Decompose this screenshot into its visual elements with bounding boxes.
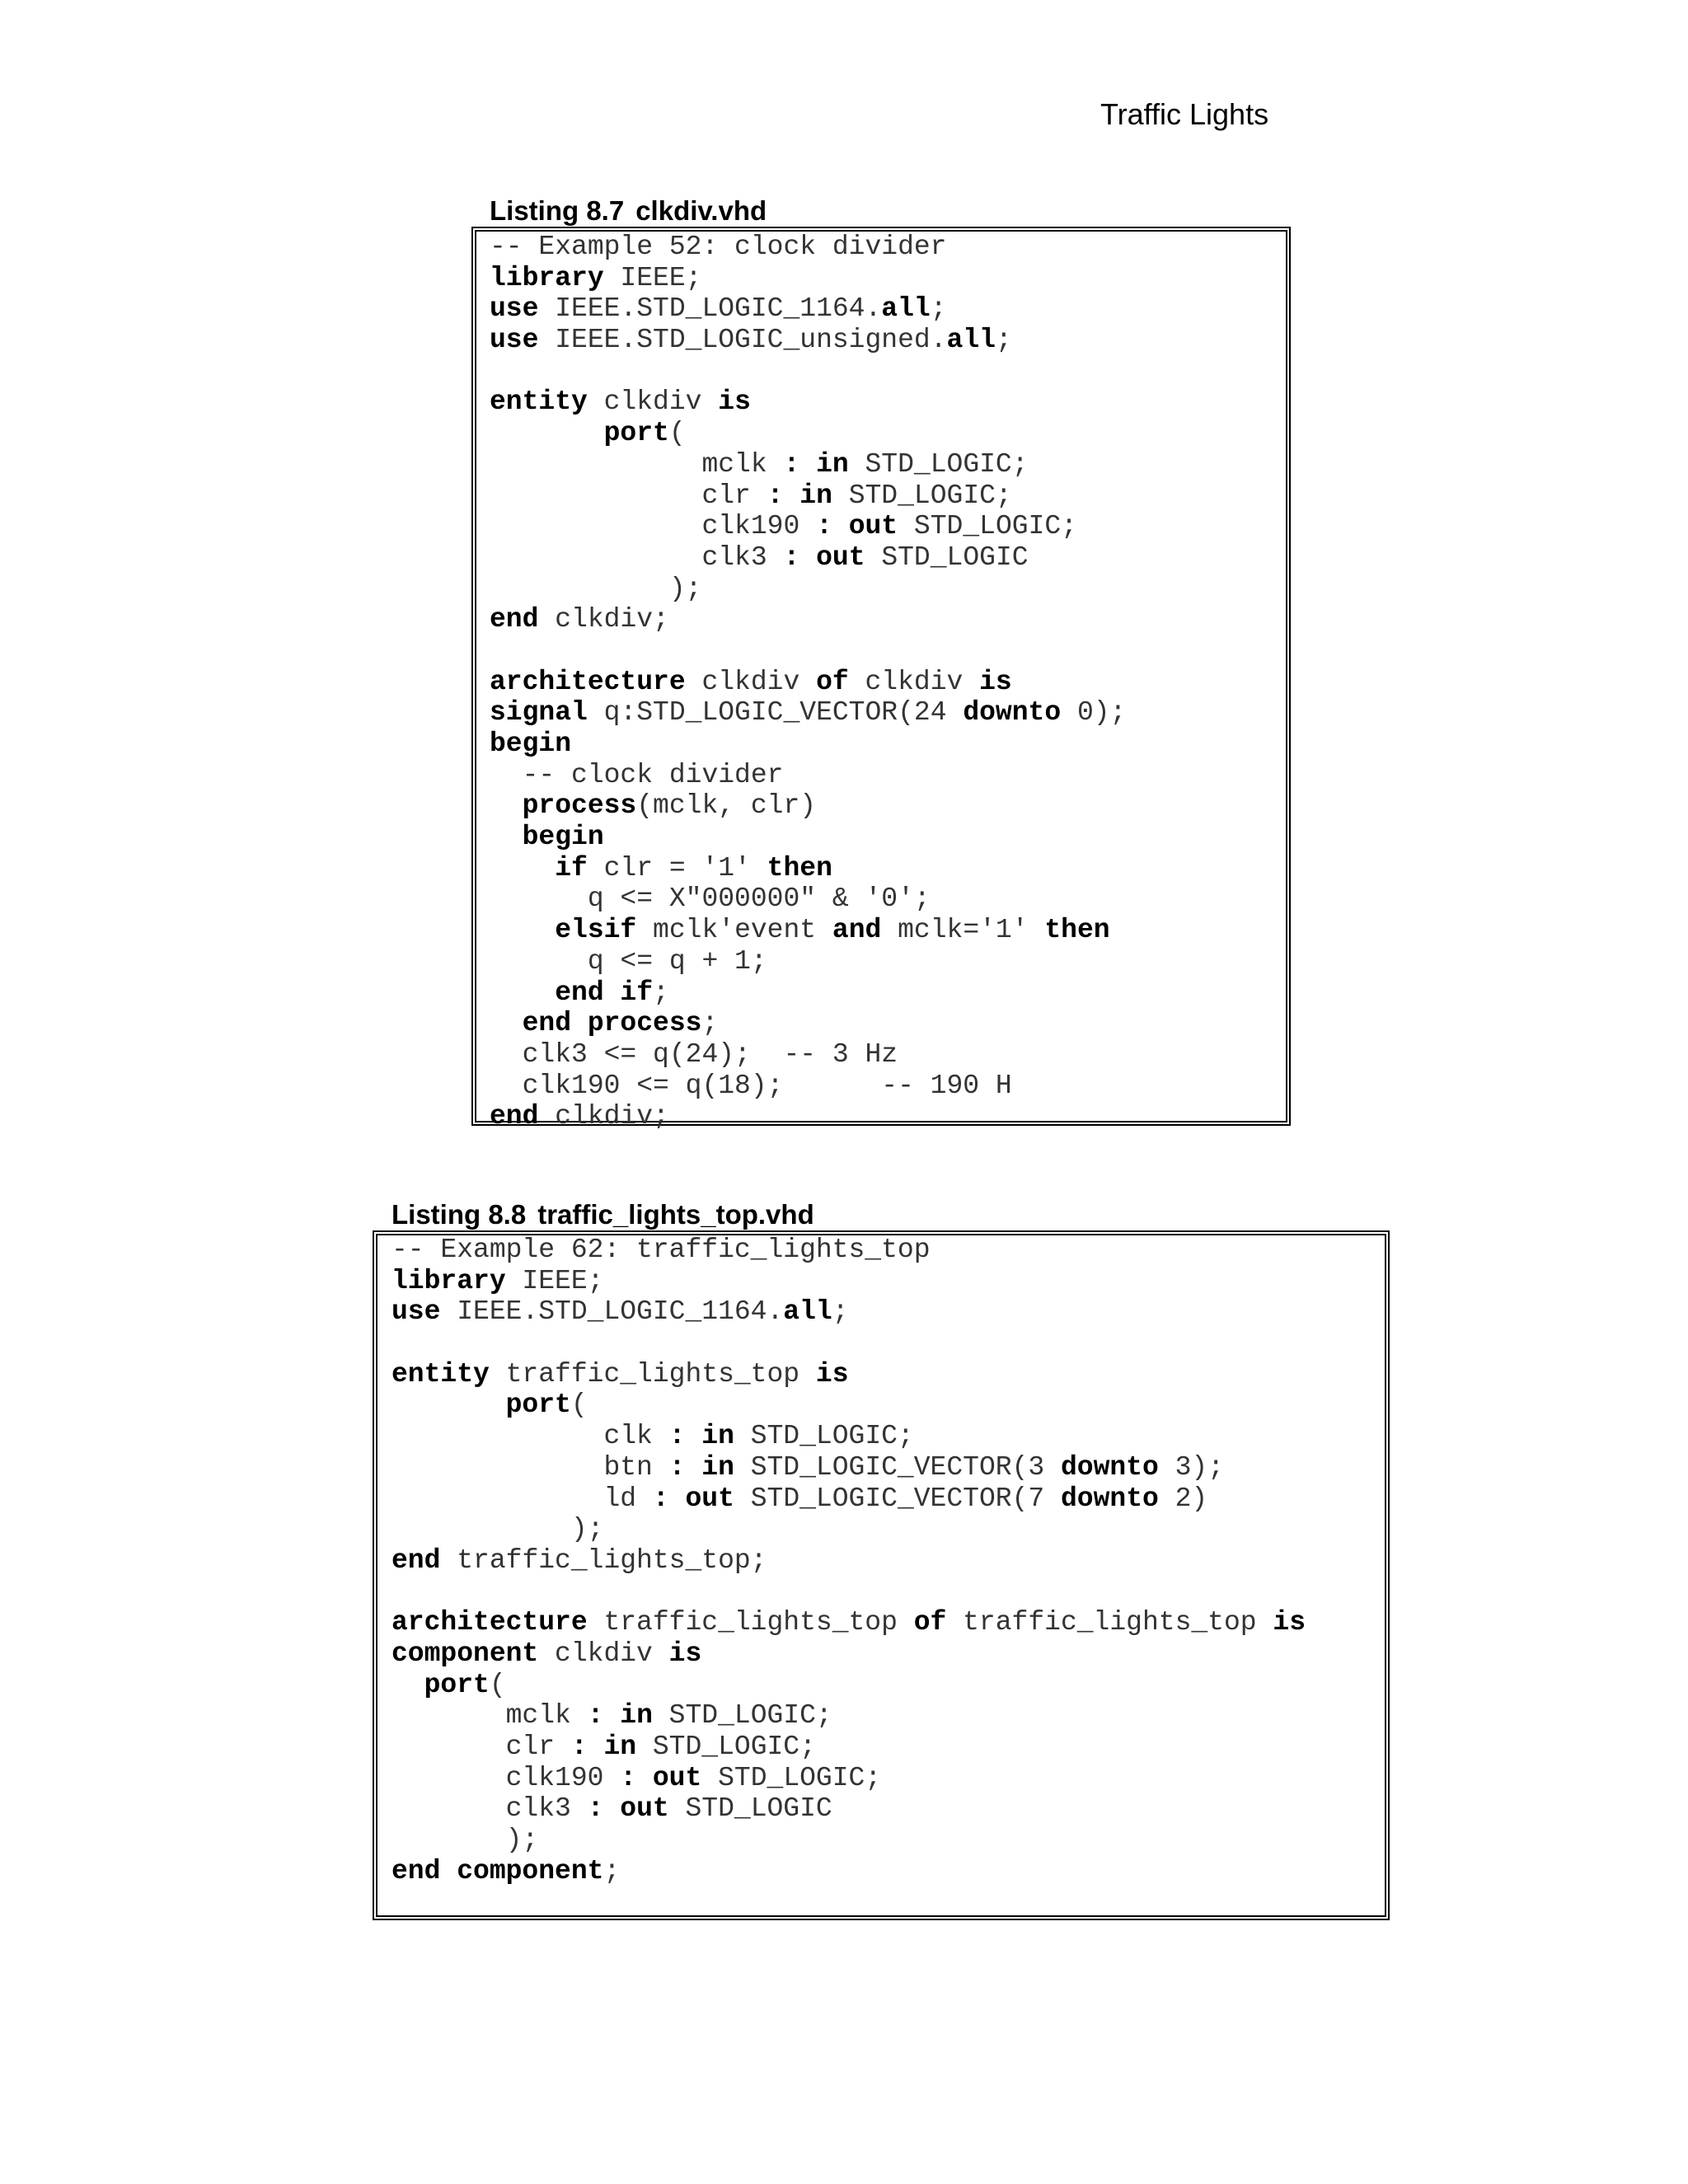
code-text	[685, 1452, 701, 1483]
code-line	[490, 915, 1126, 946]
code-text: IEEE.STD_LOGIC_1164.	[440, 1296, 784, 1328]
code-text: traffic_lights_top;	[440, 1544, 767, 1576]
code-text	[490, 853, 555, 883]
listing-number: Listing 8.8	[392, 1199, 527, 1230]
code-text: ;	[653, 977, 669, 1008]
code-text: btn	[392, 1451, 669, 1483]
code-line	[392, 1483, 1306, 1515]
code-keyword: out	[685, 1483, 734, 1514]
code-text: ld	[392, 1483, 653, 1514]
code-keyword: of	[816, 666, 849, 697]
code-line	[392, 1296, 1306, 1328]
code-keyword: end if	[555, 977, 654, 1008]
code-keyword: architecture	[490, 666, 686, 697]
code-keyword: in	[816, 448, 849, 480]
code-keyword: :	[587, 1793, 604, 1825]
code-keyword: downto	[1060, 1483, 1159, 1514]
code-text: 2)	[1158, 1483, 1208, 1514]
code-keyword: then	[1044, 915, 1110, 946]
code-text	[490, 822, 523, 852]
code-text: STD_LOGIC;	[898, 511, 1077, 542]
code-keyword: :	[620, 1762, 637, 1793]
code-line	[490, 667, 1126, 698]
code-keyword: begin	[522, 822, 604, 853]
code-text: traffic_lights_top	[489, 1358, 816, 1390]
code-text: STD_LOGIC;	[636, 1732, 816, 1762]
code-keyword: of	[913, 1607, 947, 1638]
code-keyword: out	[848, 511, 898, 542]
code-keyword: architecture	[392, 1607, 588, 1638]
code-keyword: in	[620, 1700, 653, 1732]
code-keyword: entity	[490, 387, 588, 418]
code-listing-1	[490, 232, 1126, 1132]
code-line	[392, 1266, 1306, 1297]
code-text: clkdiv	[685, 666, 817, 697]
code-line	[490, 883, 1126, 915]
listing-filename: clkdiv.vhd	[635, 195, 767, 226]
listing-caption-2	[392, 1199, 814, 1230]
code-line	[490, 760, 1126, 791]
code-line	[392, 1607, 1306, 1638]
code-keyword: :	[570, 1732, 588, 1762]
code-keyword: in	[799, 480, 832, 511]
code-text	[392, 1670, 424, 1700]
code-line	[490, 293, 1126, 325]
code-keyword: is	[1273, 1607, 1306, 1638]
code-keyword: is	[718, 387, 751, 418]
code-line	[490, 418, 1126, 449]
code-keyword: is	[979, 666, 1012, 697]
code-line	[490, 356, 1126, 387]
code-text	[603, 1793, 620, 1824]
code-keyword: :	[816, 511, 832, 542]
code-keyword: entity	[392, 1358, 490, 1390]
code-text: q <= q + 1;	[490, 945, 767, 977]
code-line	[490, 1071, 1126, 1102]
code-line	[490, 853, 1126, 884]
code-keyword: :	[587, 1700, 604, 1732]
code-text: IEEE;	[505, 1265, 604, 1296]
code-text: ;	[930, 293, 947, 325]
code-text: -- Example 62: traffic_lights_top	[392, 1235, 931, 1265]
code-line	[392, 1732, 1306, 1763]
code-text: mclk='1'	[881, 915, 1045, 946]
code-text: IEEE.STD_LOGIC_unsigned.	[538, 325, 947, 356]
code-text	[392, 1390, 506, 1420]
code-text: clr	[490, 480, 767, 511]
code-text: mclk	[490, 448, 784, 480]
code-text	[603, 1700, 620, 1731]
code-text: IEEE.STD_LOGIC_1164.	[538, 293, 882, 325]
code-line	[490, 604, 1126, 635]
code-line	[392, 1577, 1306, 1608]
code-line	[490, 480, 1126, 512]
code-text: clk190	[490, 511, 817, 542]
code-text: clk	[392, 1421, 669, 1452]
code-text: mclk'event	[636, 915, 832, 946]
code-line	[490, 697, 1126, 729]
code-text	[490, 790, 523, 821]
code-text: q:STD_LOGIC_VECTOR(24	[587, 697, 964, 729]
code-line	[490, 263, 1126, 294]
code-line	[392, 1700, 1306, 1732]
code-text: STD_LOGIC_VECTOR(7	[734, 1483, 1061, 1514]
code-line	[392, 1235, 1306, 1266]
code-line	[490, 325, 1126, 356]
code-keyword: downto	[1060, 1451, 1159, 1483]
code-text: clkdiv	[538, 1638, 669, 1669]
code-line	[490, 822, 1126, 853]
code-text: ;	[832, 1296, 849, 1328]
code-text: clk190 <= q(18); -- 190 H	[490, 1070, 1012, 1101]
code-line	[490, 511, 1126, 542]
code-line	[490, 946, 1126, 977]
code-keyword: out	[816, 541, 865, 573]
code-text: (	[489, 1669, 506, 1700]
running-header: Traffic Lights	[1100, 97, 1269, 131]
code-text	[783, 480, 799, 511]
code-keyword: end process	[522, 1008, 702, 1039]
code-text: (	[668, 418, 686, 449]
code-keyword: signal	[490, 697, 588, 729]
listing-number: Listing 8.7	[490, 195, 625, 226]
code-text: STD_LOGIC;	[848, 448, 1029, 480]
code-line	[490, 790, 1126, 822]
code-text	[490, 1008, 523, 1038]
code-line	[392, 1359, 1306, 1390]
code-text: 3);	[1158, 1451, 1225, 1483]
code-text: traffic_lights_top	[946, 1607, 1273, 1638]
code-line	[392, 1856, 1306, 1887]
code-keyword: port	[603, 418, 669, 449]
code-keyword: all	[946, 325, 996, 356]
code-line	[392, 1421, 1306, 1452]
code-text: );	[392, 1825, 539, 1856]
code-keyword: :	[652, 1483, 669, 1514]
code-keyword: component	[392, 1638, 539, 1669]
code-keyword: is	[815, 1358, 849, 1390]
listing-filename: traffic_lights_top.vhd	[537, 1199, 814, 1230]
code-keyword: out	[652, 1762, 702, 1793]
code-line	[392, 1452, 1306, 1483]
code-text: );	[490, 573, 702, 604]
code-line	[392, 1638, 1306, 1670]
code-keyword: :	[668, 1421, 686, 1452]
code-keyword: port	[424, 1669, 490, 1700]
code-keyword: library	[490, 262, 604, 293]
code-text: traffic_lights_top	[587, 1607, 914, 1638]
code-text: clkdiv;	[538, 604, 669, 635]
code-keyword: in	[603, 1732, 637, 1762]
code-text: IEEE;	[603, 262, 702, 293]
code-line	[490, 1101, 1126, 1132]
code-line	[490, 574, 1126, 605]
code-keyword: and	[832, 915, 882, 946]
code-keyword: begin	[490, 729, 572, 759]
code-text: mclk	[392, 1700, 588, 1732]
code-text: STD_LOGIC_VECTOR(3	[734, 1451, 1061, 1483]
code-keyword: port	[505, 1390, 571, 1421]
code-text: (mclk, clr)	[636, 790, 817, 822]
code-text: clk3	[392, 1793, 588, 1825]
code-text: STD_LOGIC;	[701, 1762, 882, 1793]
code-line	[490, 232, 1126, 263]
code-listing-2	[392, 1235, 1306, 1886]
code-keyword: downto	[963, 697, 1062, 729]
code-line	[392, 1825, 1306, 1856]
code-line	[490, 449, 1126, 480]
code-text	[490, 977, 555, 1008]
code-text: clr	[392, 1732, 571, 1762]
code-text: -- clock divider	[490, 759, 784, 790]
code-line	[490, 542, 1126, 574]
code-keyword: :	[668, 1451, 686, 1483]
code-line	[490, 1008, 1126, 1039]
code-keyword: use	[490, 293, 539, 325]
code-text: clk3	[490, 541, 784, 573]
code-keyword: elsif	[555, 915, 637, 946]
code-text: q <= X"000000" & '0';	[490, 883, 931, 915]
code-text: ;	[701, 1008, 719, 1039]
code-keyword: is	[668, 1638, 702, 1669]
code-text	[799, 542, 816, 573]
code-keyword: :	[783, 448, 800, 480]
code-line	[392, 1328, 1306, 1359]
code-keyword: :	[767, 480, 784, 511]
code-keyword: all	[881, 293, 931, 325]
code-text	[636, 1763, 653, 1793]
code-line	[392, 1793, 1306, 1825]
code-text	[669, 1483, 686, 1514]
code-line	[392, 1763, 1306, 1794]
code-text: (	[570, 1390, 588, 1421]
code-keyword: process	[522, 790, 637, 822]
code-keyword: :	[783, 541, 800, 573]
code-text	[490, 915, 555, 945]
code-line	[490, 387, 1126, 418]
code-text: clk190	[392, 1762, 621, 1793]
code-keyword: use	[392, 1296, 441, 1328]
listing-caption-1	[490, 195, 767, 227]
code-keyword: library	[392, 1265, 506, 1296]
code-text: clkdiv;	[538, 1101, 669, 1132]
code-keyword: use	[490, 325, 539, 356]
code-keyword: end component	[392, 1855, 604, 1886]
code-line	[490, 729, 1126, 760]
code-text: -- Example 52: clock divider	[490, 232, 947, 262]
code-line	[490, 977, 1126, 1009]
code-line	[392, 1670, 1306, 1701]
code-text	[799, 449, 816, 480]
code-keyword: in	[701, 1451, 734, 1483]
code-keyword: all	[783, 1296, 832, 1328]
code-keyword: end	[490, 604, 539, 635]
code-line	[392, 1514, 1306, 1545]
code-keyword: end	[392, 1544, 441, 1576]
code-keyword: then	[767, 852, 832, 883]
code-text: 0);	[1061, 697, 1127, 729]
code-text	[832, 511, 849, 541]
code-text: STD_LOGIC	[668, 1793, 832, 1825]
code-text: STD_LOGIC	[865, 541, 1029, 573]
code-text: );	[392, 1514, 604, 1545]
code-text: clkdiv	[587, 387, 719, 418]
code-line	[490, 1039, 1126, 1071]
code-text	[588, 1732, 604, 1762]
code-line	[392, 1545, 1306, 1577]
code-keyword: if	[555, 852, 588, 883]
code-keyword: in	[701, 1421, 734, 1452]
code-text: STD_LOGIC;	[734, 1421, 914, 1452]
code-text	[490, 418, 604, 448]
code-text: STD_LOGIC;	[832, 480, 1012, 511]
code-keyword: out	[620, 1793, 669, 1825]
code-text: STD_LOGIC;	[652, 1700, 832, 1732]
code-text: clkdiv	[848, 666, 980, 697]
code-line	[490, 635, 1126, 667]
code-text: ;	[995, 325, 1012, 356]
code-text: ;	[603, 1855, 621, 1886]
code-text	[685, 1421, 701, 1451]
code-keyword: end	[490, 1101, 539, 1132]
code-text: clr = '1'	[587, 852, 767, 883]
code-line	[392, 1390, 1306, 1421]
code-text: clk3 <= q(24); -- 3 Hz	[490, 1038, 898, 1070]
